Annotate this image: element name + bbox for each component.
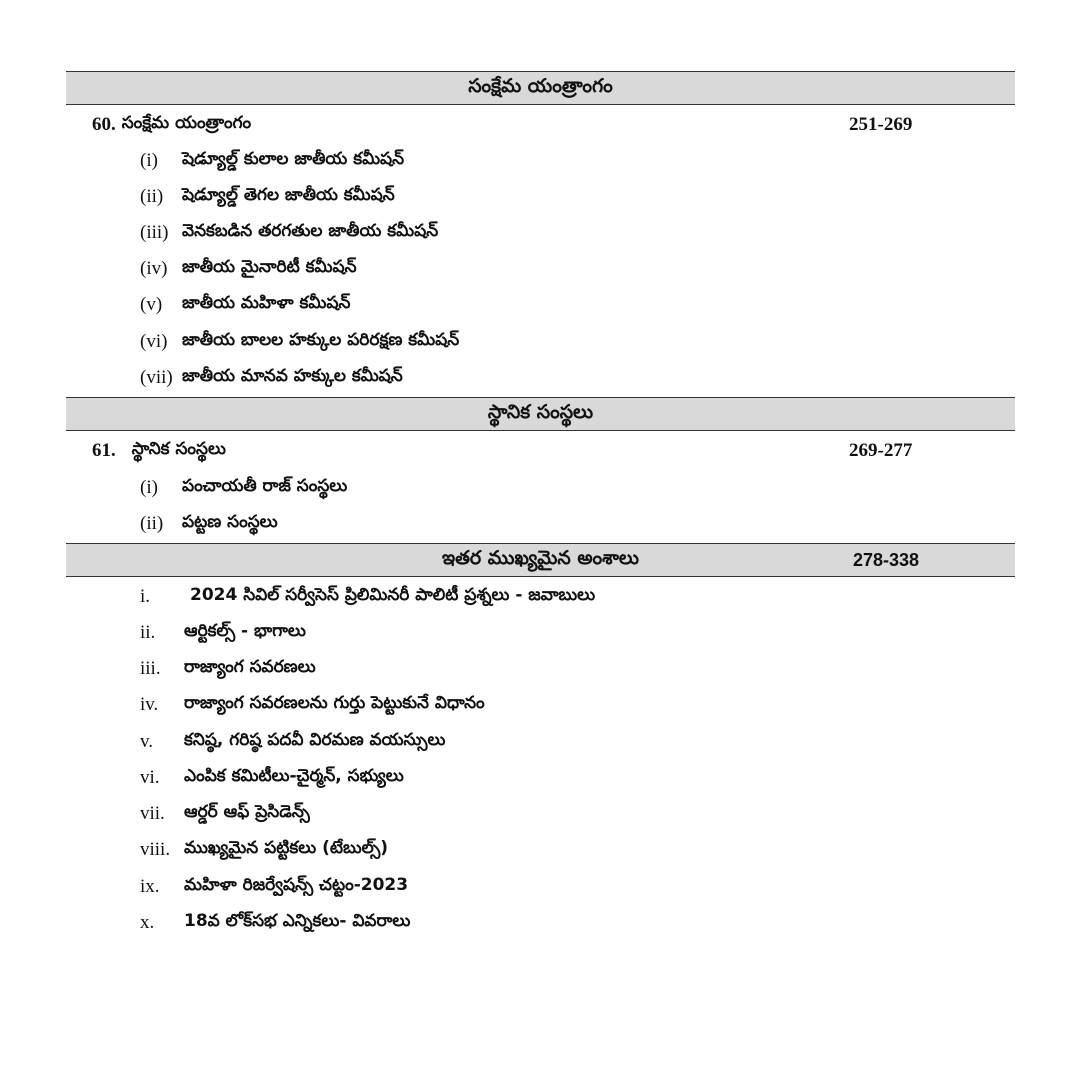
toc-heading-61 — [92, 436, 226, 466]
list-item: ii. ఆర్టికల్స్ - భాగాలు — [140, 621, 306, 643]
list-item: (iv) జాతీయ మైనారిటీ కమీషన్ — [140, 257, 357, 279]
list-item: (ii) షెడ్యూల్డ్ తెగల జాతీయ కమీషన్ — [140, 185, 395, 207]
list-item: iii. రాజ్యాంగ సవరణలు — [140, 657, 316, 679]
list-item: iv. రాజ్యాంగ సవరణలను గుర్తు పెట్టుకునే విధానం — [140, 693, 485, 715]
page-range: 278-338 — [852, 549, 919, 570]
list-item: (vii) జాతీయ మానవ హక్కుల కమీషన్ — [140, 366, 403, 388]
list-item: (vi) జాతీయ బాలల హక్కుల పరిరక్షణ కమీషన్ — [140, 330, 460, 352]
section-title: ఇతర ముఖ్యమైన అంశాలు — [442, 546, 639, 569]
section-header-local-bodies — [66, 397, 1015, 431]
list-item: i. 2024 సివిల్ సర్వీసెస్ ప్రిలిమినరీ పాలిటీ ప్రశ్నలు - జవాబులు — [140, 585, 596, 607]
list-item: ix. మహిళా రిజర్వేషన్స్ చట్టం-2023 — [140, 875, 409, 897]
list-item: (i) షెడ్యూల్డ్ కులాల జాతీయ కమీషన్ — [140, 149, 405, 171]
list-item: v. కనిష్ఠ, గరిష్ఠ పదవీ విరమణ వయస్సులు — [140, 730, 446, 752]
section-title: సంక్షేమ యంత్రాంగం — [468, 74, 613, 97]
list-item: vii. ఆర్డర్ ఆఫ్ ప్రెసిడెన్స్ — [140, 802, 310, 824]
page-range: 251-269 — [849, 114, 913, 135]
chapter-number: 61. — [92, 440, 116, 461]
page-range: 269-277 — [849, 440, 913, 461]
section-title: స్థానిక సంస్థలు — [487, 400, 594, 423]
section-header-other-topics — [66, 543, 1015, 577]
list-item: (iii) వెనకబడిన తరగతుల జాతీయ కమీషన్ — [140, 221, 439, 243]
chapter-title: స్థానిక సంస్థలు — [131, 439, 226, 459]
toc-heading-60 — [92, 110, 251, 140]
list-item: vi. ఎంపిక కమిటీలు-చైర్మన్, సభ్యులు — [140, 766, 404, 788]
list-item: (i) పంచాయతీ రాజ్ సంస్థలు — [140, 476, 348, 498]
chapter-title: సంక్షేమ యంత్రాంగం — [121, 113, 252, 133]
list-item: (v) జాతీయ మహిళా కమీషన్ — [140, 293, 351, 315]
list-item: viii. ముఖ్యమైన పట్టికలు (టేబుల్స్) — [140, 838, 388, 860]
chapter-number: 60. — [92, 114, 116, 135]
list-item: x. 18వ లోక్‌సభ ఎన్నికలు- వివరాలు — [140, 911, 411, 933]
list-item: (ii) పట్టణ సంస్థలు — [140, 512, 278, 534]
section-header-welfare — [66, 71, 1015, 105]
